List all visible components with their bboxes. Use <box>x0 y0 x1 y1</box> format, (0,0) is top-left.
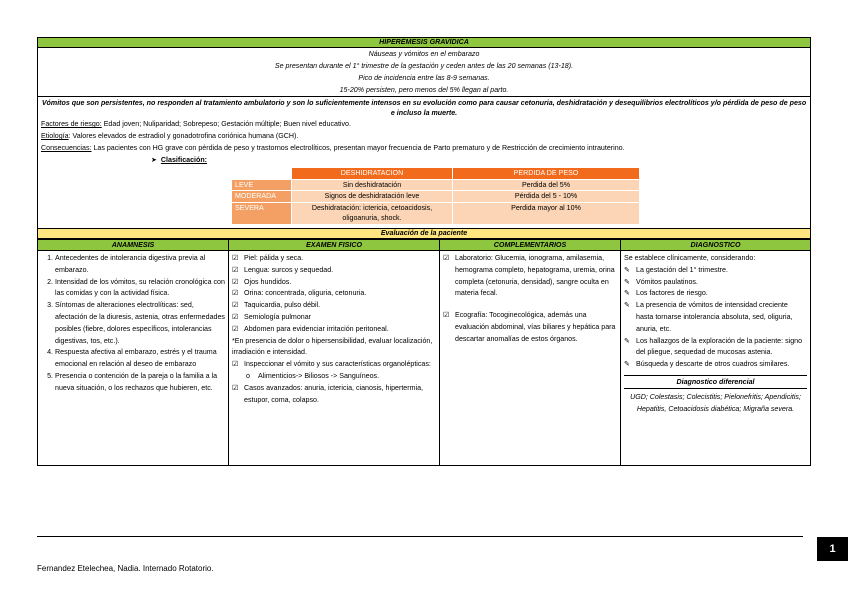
list-item: 1. Antecedentes de intolerancia digestiva previa al embarazo. <box>55 253 225 277</box>
diagnosis-intro: Se establece clínicamente, considerando: <box>624 253 756 262</box>
classification-heading <box>41 154 807 166</box>
classification-table <box>231 167 640 225</box>
checkbox-item: ☑ Piel: pálida y seca. <box>244 253 436 265</box>
classification-row <box>232 202 640 224</box>
etiology <box>41 130 807 142</box>
list-item: 5. Presencia o contención de la pareja o la familia a la nueva situación, o los rechazos que hubieren, etc. <box>55 371 225 395</box>
classification-label: Clasificación: <box>160 156 208 165</box>
weight-cell: Perdida del 5% <box>453 179 640 191</box>
list-item: 3. Síntomas de alteraciones electrolíticas: sed, afectación de la diuresis, astenia, otras enfermedades posibles (fiebre, dolores específicos, intolerancias digestivas, tos, etc.). <box>55 300 225 347</box>
list-item: ✎ Búsqueda y descarte de otros cuadros similares. <box>636 359 807 371</box>
risk-text: Edad joven; Nuliparidad; Sobrepeso; Gestación múltiple; Buen nivel educativo. <box>101 120 351 129</box>
risk-label: Factores de riesgo: <box>41 120 102 129</box>
consequences-label: Consecuencias: <box>41 144 92 153</box>
intro-line: Náuseas y vómitos en el embarazo <box>368 50 480 59</box>
consequences-text: Las pacientes con HG grave con pérdida de peso y trastornos electrolíticos, presentan mayor frecuencia de Parto prematuro y de Restricción de crecimiento intrauterino. <box>91 144 625 153</box>
list-item: 4. Respuesta afectiva al embarazo, estrés y el trauma emocional en relación al deseo de embarazo <box>55 347 225 371</box>
page-number: 1 <box>817 537 848 561</box>
diagnosis-cell <box>621 250 811 465</box>
exam-list <box>232 359 436 371</box>
dehydration-header: DESHIDRATACION <box>292 168 453 180</box>
evaluation-table <box>37 239 811 466</box>
intro-block <box>37 48 811 97</box>
checkbox-item: ☑ Semiología pulmonar <box>244 312 436 324</box>
level-cell: MODERADA <box>232 191 292 203</box>
checkbox-item: ☑ Inspeccionar el vómito y sus características organolépticas: <box>244 359 436 371</box>
checkbox-item: ☑ Lengua: surcos y sequedad. <box>244 265 436 277</box>
intro-line: Pico de incidencia entre las 8-9 semanas. <box>358 74 490 83</box>
definition-text: Vómitos que son persistentes, no responden al tratamiento ambulatorio y son lo suficientemente intensos en su evolución como para causar cetonuria, deshidratación y desequilibrios electrolíticos y/o pérdida de peso de peso e incluso la muerte. <box>41 99 807 118</box>
differential-title: Diagnostico diferencial <box>624 375 807 389</box>
consequences <box>41 142 807 154</box>
footer-divider <box>37 536 803 537</box>
checkbox-item: ☑ Abdomen para evidenciar irritación peritoneal. <box>244 324 436 336</box>
exam-list <box>232 383 436 407</box>
dehydration-cell: Sin deshidratación <box>292 179 453 191</box>
list-item: 2. Intensidad de los vómitos, su relación cronológica con las comidas y con la actividad física. <box>55 277 225 301</box>
checkbox-item: ☑ Ojos hundidos. <box>244 277 436 289</box>
etiology-label: Etiología <box>41 132 69 141</box>
column-header-diagnosis: DIAGNOSTICO <box>621 239 811 250</box>
complementary-list <box>443 253 617 346</box>
arrow-icon: ➤ <box>151 156 157 165</box>
document-title: HIPERÉMESIS GRAVÍDICA <box>37 37 811 48</box>
vomit-sub-item: o Alimenticios-> Biliosos -> Sanguíneos. <box>232 371 436 383</box>
exam-cell <box>229 250 440 465</box>
column-header-exam: EXAMEN FISICO <box>229 239 440 250</box>
level-cell: SEVERA <box>232 202 292 224</box>
exam-note: *En presencia de dolor o hipersensibilidad, evaluar localización, irradiación e intensidad. <box>232 336 433 357</box>
checkbox-item: ☑ Taquicardia, pulso débil. <box>244 300 436 312</box>
risk-factors <box>41 118 807 130</box>
checkbox-item: ☑ Ecografía: Tocoginecológica, además una evaluación abdominal, vías biliares y hepática para descartar anomalías de estos órganos. <box>455 310 617 345</box>
anamnesis-list <box>41 253 225 395</box>
anamnesis-cell <box>38 250 229 465</box>
classification-row <box>232 179 640 191</box>
dehydration-cell: Signos de deshidratación leve <box>292 191 453 203</box>
list-item: ✎ Los hallazgos de la exploración de la paciente: signo del pliegue, sequedad de mucosas astenia. <box>636 336 807 360</box>
intro-line: 15-20% persisten, pero menos del 5% llegan al parto. <box>339 86 509 95</box>
weight-cell: Pérdida del 5 - 10% <box>453 191 640 203</box>
level-cell: LEVE <box>232 179 292 191</box>
footer-author: Fernandez Etelechea, Nadia. Internado Rotatorio. <box>37 564 214 573</box>
evaluation-title: Evaluación de la paciente <box>37 229 811 239</box>
document <box>37 37 811 466</box>
weight-loss-header: PERDIDA DE PESO <box>453 168 640 180</box>
weight-cell: Perdida mayor al 10% <box>453 202 640 224</box>
list-item: ✎ Los factores de riesgo. <box>636 288 807 300</box>
classification-row <box>232 191 640 203</box>
intro-line: Se presentan durante el 1° trimestre de la gestación y ceden antes de las 20 semanas (13-18). <box>274 62 574 71</box>
column-header-complementary: COMPLEMENTARIOS <box>440 239 621 250</box>
differential-text: UGD; Colestasis; Colecistitis; Pielonefritis; Apendicitis; Hepatitis, Cetoacidosis diabética; Migraña severa. <box>630 392 801 413</box>
list-item: ✎ La gestación del 1° trimestre. <box>636 265 807 277</box>
etiology-text: : Valores elevados de estradiol y gonadotrofina coriónica humana (GCH). <box>68 132 299 141</box>
list-item: ✎ La presencia de vómitos de intensidad creciente hasta tornarse intolerancia absoluta, sed, oliguria, anuria, etc. <box>636 300 807 335</box>
definitions-block <box>37 97 811 229</box>
column-header-anamnesis: ANAMNESIS <box>38 239 229 250</box>
diagnosis-list <box>624 265 807 371</box>
exam-list <box>232 253 436 336</box>
checkbox-item: ☑ Casos avanzados: anuria, ictericia, cianosis, hipertermia, estupor, coma, colapso. <box>244 383 436 407</box>
complementary-cell <box>440 250 621 465</box>
dehydration-cell: Deshidratación: ictericia, cetoacidosis, oligoanuria, shock. <box>292 202 453 224</box>
checkbox-item: ☑ Laboratorio: Glucemia, ionograma, amilasemia, hemograma completo, hepatograma, uremia, orina completa (cetonuria, densidad), sangre oculta en materia fecal. <box>455 253 617 300</box>
list-item: ✎ Vómitos paulatinos. <box>636 277 807 289</box>
checkbox-item: ☑ Orina: concentrada, oliguria, cetonuria. <box>244 288 436 300</box>
